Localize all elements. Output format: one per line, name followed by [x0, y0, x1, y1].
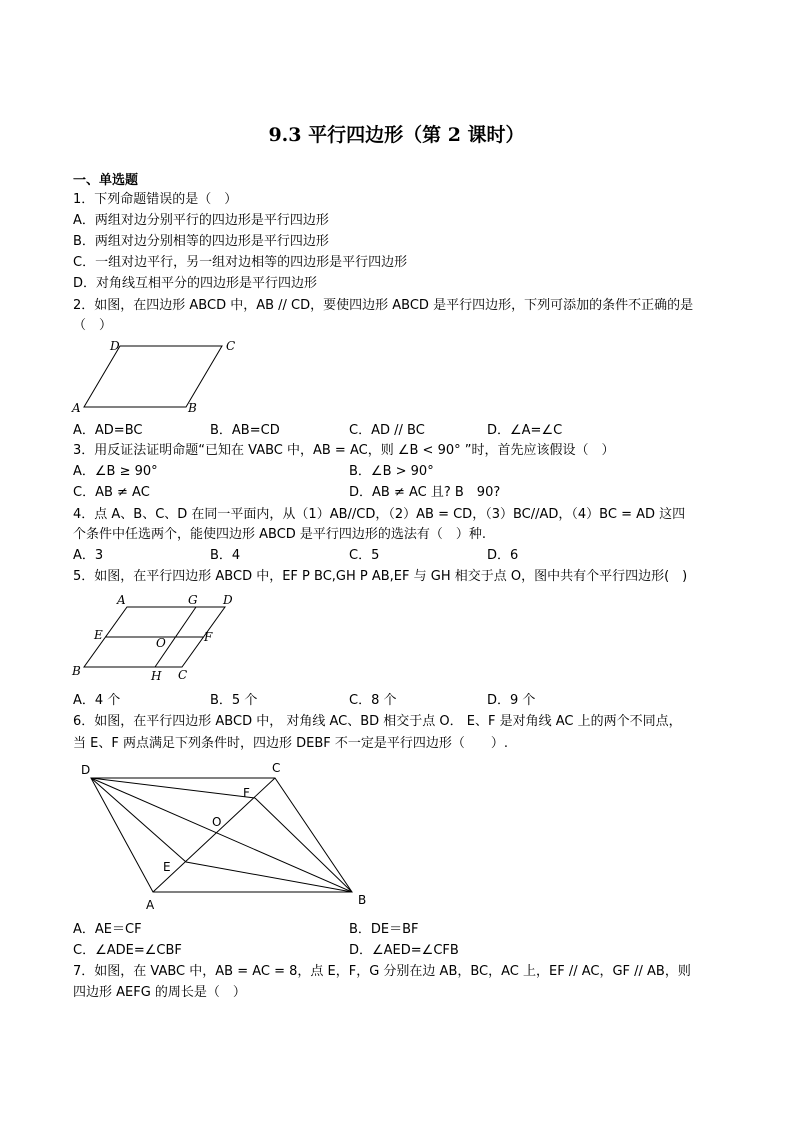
question-3-option-b: B．∠B > 90° — [349, 464, 434, 479]
label-f: F — [204, 630, 213, 644]
question-4-option-b: B．4 — [210, 548, 241, 563]
label-a: A — [72, 401, 81, 415]
page-title: 9.3 平行四边形（第 2 课时） — [268, 124, 525, 146]
question-6-option-a: A．AE＝CF — [73, 922, 142, 937]
segment-eb — [186, 862, 352, 892]
label-a: A — [117, 593, 126, 607]
diagonal-bd — [91, 778, 352, 892]
label-d: D — [223, 593, 233, 607]
question-2-option-c: C．AD // BC — [349, 423, 425, 438]
label-b: B — [72, 664, 81, 678]
question-1-option-b: B．两组对边分别相等的四边形是平行四边形 — [73, 234, 329, 249]
question-1-option-a: A．两组对边分别平行的四边形是平行四边形 — [73, 213, 329, 228]
question-6-option-b: B．DE＝BF — [349, 922, 419, 937]
question-5-option-c: C．8 个 — [349, 693, 397, 708]
segment-de — [91, 778, 186, 862]
question-6-option-d: D．∠AED=∠CFB — [349, 943, 459, 958]
question-1-option-d: D．对角线互相平分的四边形是平行四边形 — [73, 276, 318, 291]
label-d: D — [81, 763, 91, 777]
question-1-option-c: C．一组对边平行，另一组对边相等的四边形是平行四边形 — [73, 255, 408, 270]
section-heading: 一、单选题 — [73, 173, 139, 188]
question-5-figure — [70, 591, 240, 686]
question-2-option-d: D．∠A=∠C — [487, 423, 563, 438]
label-c: C — [178, 668, 188, 682]
label-f: F — [243, 786, 250, 800]
label-e: E — [163, 860, 171, 874]
label-b: B — [358, 893, 367, 907]
question-6-stem: 6．如图，在平行四边形 ABCD 中， 对角线 AC、BD 相交于点 O． E、F 是对角线 AC 上的两个不同点， — [73, 714, 682, 729]
label-h: H — [151, 669, 162, 683]
question-5-option-b: B．5 个 — [210, 693, 258, 708]
question-6-figure — [75, 758, 385, 918]
label-c: C — [272, 761, 281, 775]
label-b: B — [188, 401, 197, 415]
question-2-figure — [70, 336, 260, 418]
label-e: E — [94, 628, 103, 642]
question-2-option-b: B．AB=CD — [210, 423, 280, 438]
question-4-option-a: A．3 — [73, 548, 104, 563]
label-o: O — [156, 636, 166, 650]
parallelogram-abcd — [84, 346, 222, 407]
question-7-stem: 7．如图，在 VABC 中，AB = AC = 8，点 E，F，G 分别在边 AB，BC，AC 上，EF // AC，GF // AB，则 — [73, 964, 691, 979]
question-2-option-a: A．AD=BC — [73, 423, 143, 438]
question-1-stem: 1．下列命题错误的是（ ） — [73, 192, 238, 207]
label-c: C — [226, 339, 236, 353]
question-5-option-a: A．4 个 — [73, 693, 121, 708]
question-6-stem-cont: 当 E、F 两点满足下列条件时，四边形 DEBF 不一定是平行四边形（ ）. — [73, 736, 508, 751]
question-4-option-d: D．6 — [487, 548, 519, 563]
question-4-stem: 4．点 A、B、C、D 在同一平面内，从（1）AB//CD，（2）AB = CD，（3）BC//AD，（4）BC = AD 这四 — [73, 507, 686, 522]
question-3-option-d: D．AB ≠ AC 且? B 90? — [349, 485, 501, 500]
segment-df — [91, 778, 255, 798]
question-3-option-c: C．AB ≠ AC — [73, 485, 150, 500]
question-7-stem-cont: 四边形 AEFG 的周长是（ ） — [73, 985, 246, 1000]
label-a: A — [146, 898, 155, 912]
question-6-option-c: C．∠ADE=∠CBF — [73, 943, 182, 958]
question-4-stem-cont: 个条件中任选两个，能使四边形 ABCD 是平行四边形的选法有（ ）种. — [73, 527, 487, 542]
question-3-option-a: A．∠B ≥ 90° — [73, 464, 158, 479]
question-4-option-c: C．5 — [349, 548, 380, 563]
label-g: G — [188, 593, 198, 607]
question-5-option-d: D．9 个 — [487, 693, 536, 708]
label-d: D — [110, 339, 120, 353]
question-3-stem: 3．用反证法证明命题“已知在 VABC 中，AB = AC，则 ∠B < 90° ”时，首先应该假设（ ） — [73, 443, 615, 458]
segment-fb — [255, 798, 352, 892]
question-5-stem: 5．如图，在平行四边形 ABCD 中，EF P BC,GH P AB,EF 与 GH 相交于点 O，图中共有个平行四边形( ) — [73, 569, 688, 584]
label-o: O — [212, 815, 222, 829]
question-2-stem-cont: （ ） — [73, 318, 113, 333]
question-2-stem: 2．如图，在四边形 ABCD 中，AB // CD，要使四边形 ABCD 是平行四边形，下列可添加的条件不正确的是 — [73, 298, 694, 313]
